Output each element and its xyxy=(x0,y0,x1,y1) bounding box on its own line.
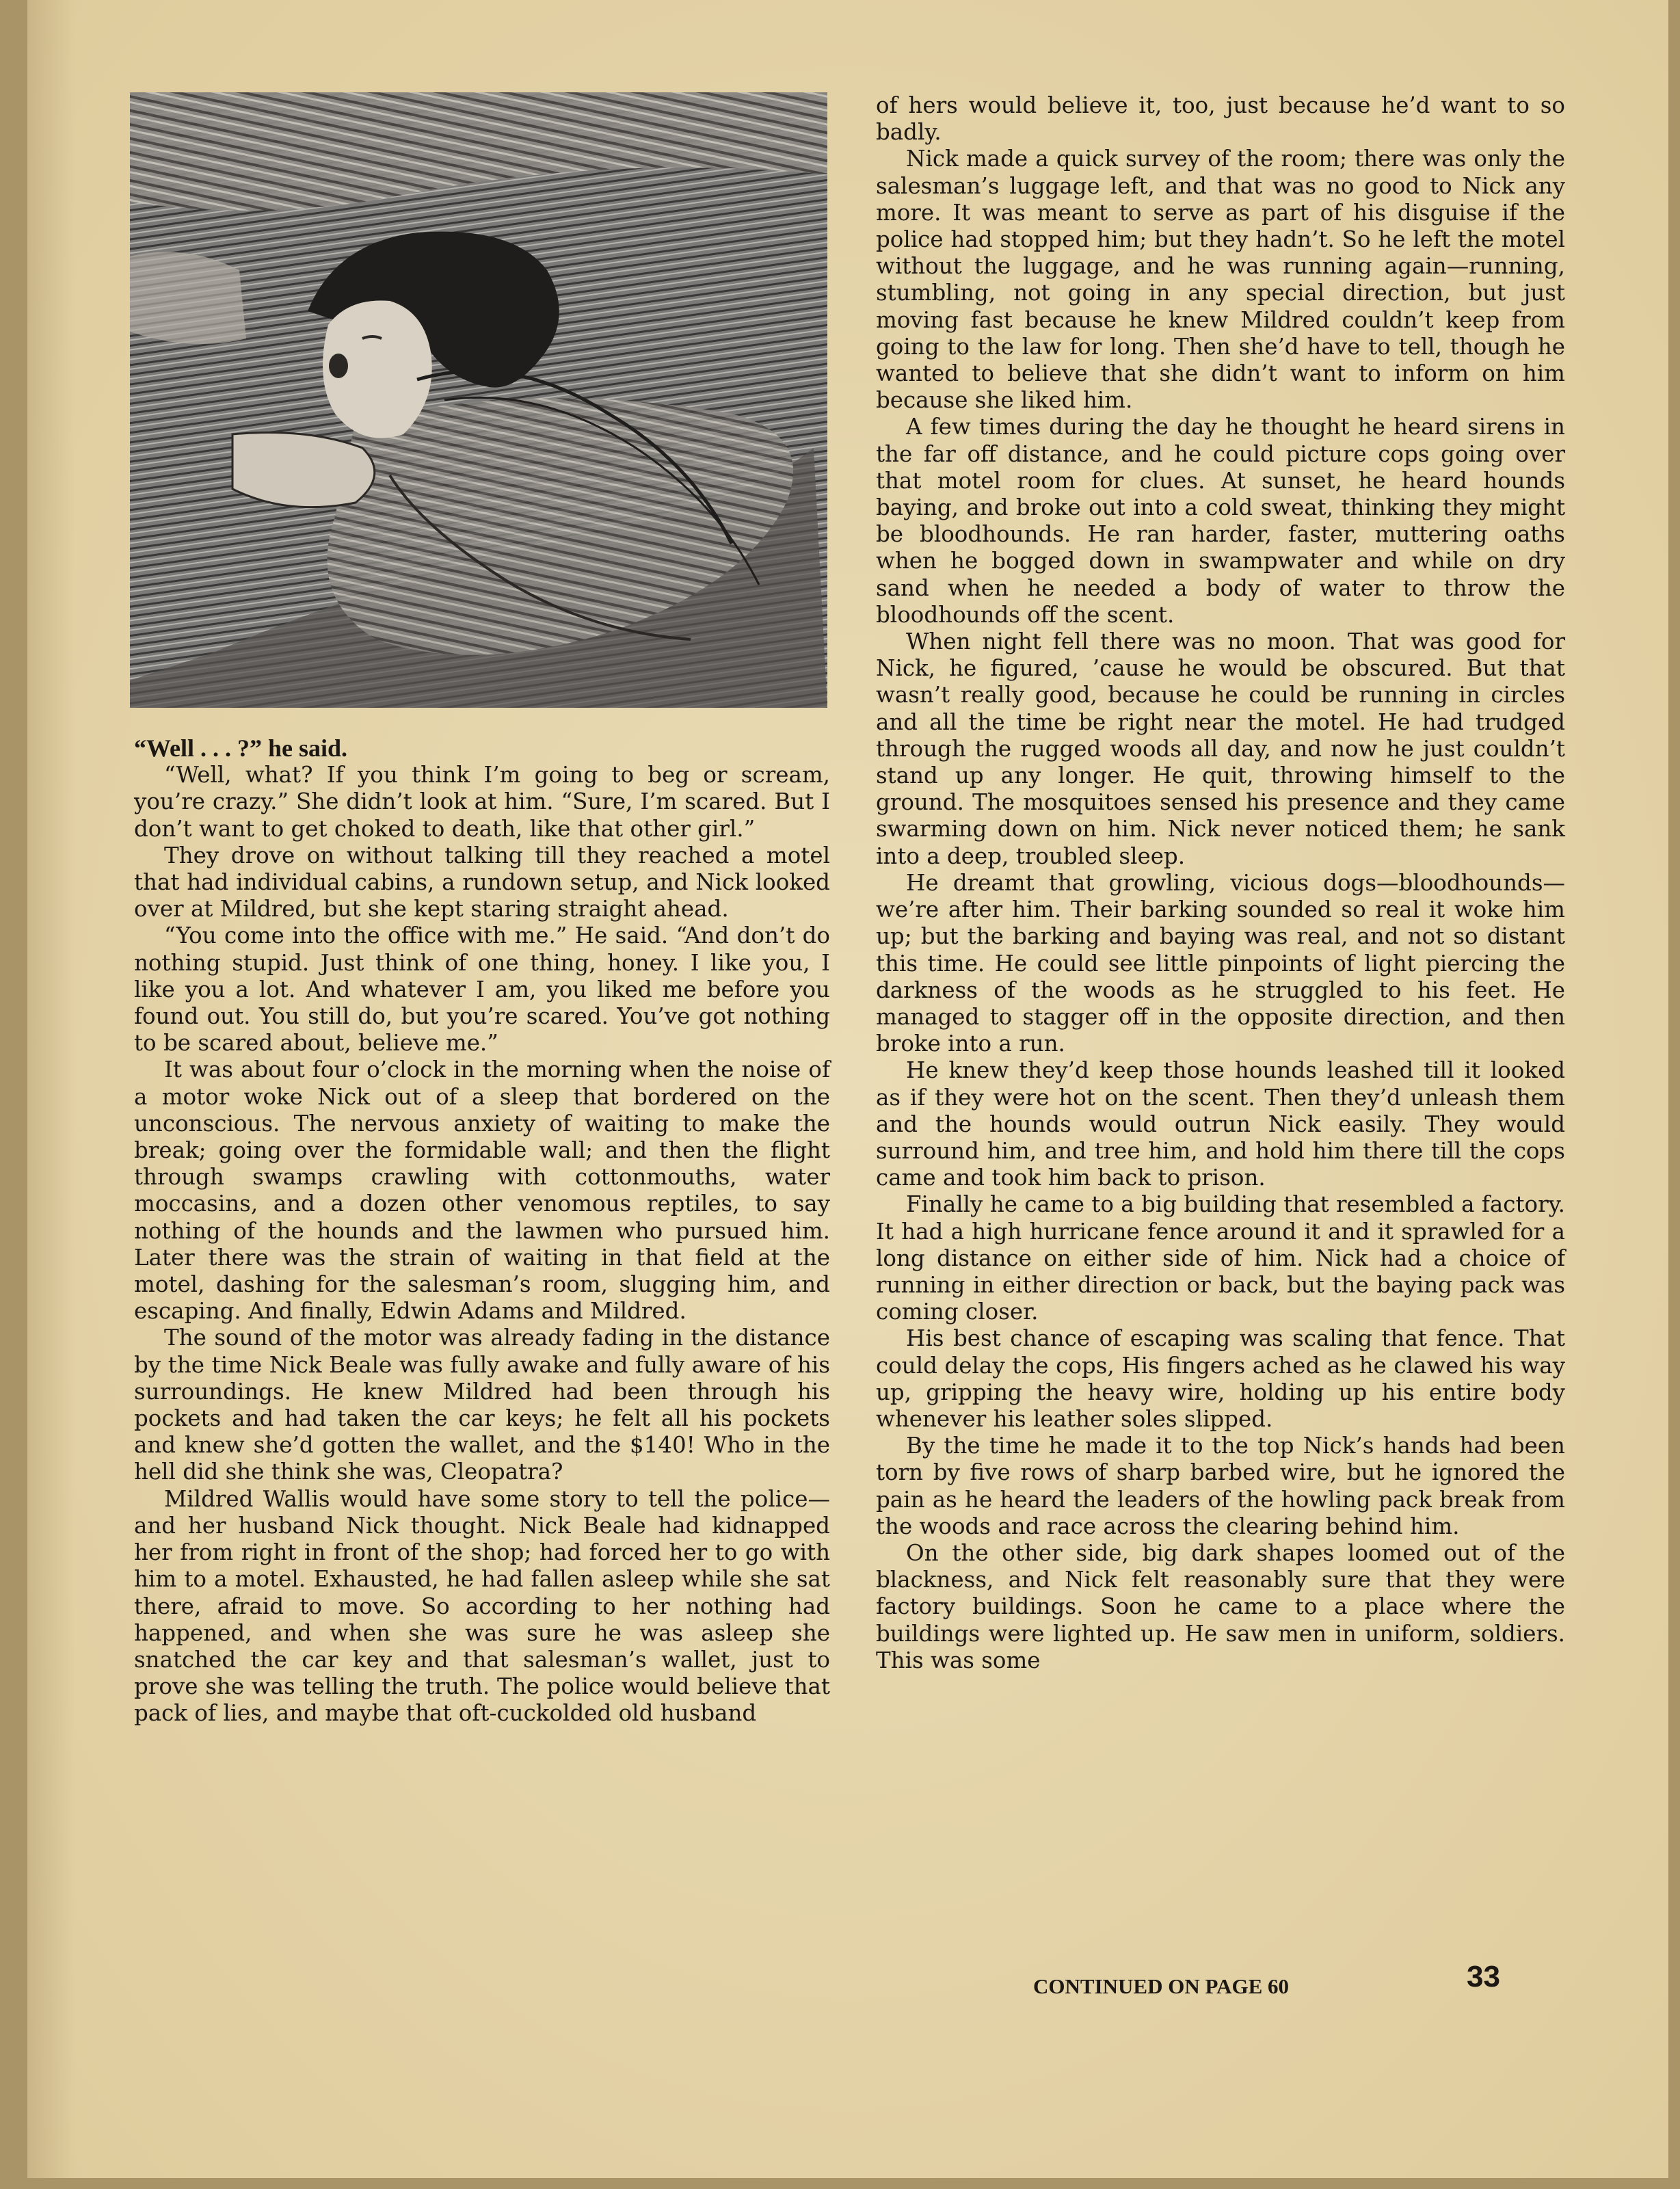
paragraph: He dreamt that growling, vicious dogs—bloodhounds—we’re after him. Their barking sounded so real it woke him up; but the barking and baying was real, and not so distant this time. He could see little pinpoints of light piercing the darkness of the woods as he struggled to his feet. He managed to stagger off in the opposite direction, and then broke into a run. xyxy=(876,869,1565,1057)
paragraph: Finally he came to a big building that resembled a factory. It had a high hurricane fence around it and it sprawled for a long distance on either side of him. Nick had a choice of running in either direction or back, but the baying pack was coming closer. xyxy=(876,1191,1565,1325)
story-illustration xyxy=(130,92,868,715)
page-number: 33 xyxy=(1467,1960,1500,1993)
paragraph: When night fell there was no moon. That was good for Nick, he figured, ’cause he would be obscured. But that wasn’t really good, because he could be running in circles and all the time be right near the motel. He had trudged through the rugged woods all day, and now he just couldn’t stand up any longer. He quit, throwing himself to the ground. The mosquitoes sensed his presence and they came swarming down on him. Nick never noticed them; he sank into a deep, troubled sleep. xyxy=(876,628,1565,869)
paragraph: “Well, what? If you think I’m going to beg or scream, you’re crazy.” She didn’t look at him. “Sure, I’m scared. But I don’t want to get choked to death, like that other girl.” xyxy=(134,762,830,842)
paragraph: He knew they’d keep those hounds leashed till it looked as if they were hot on the scent. Then they’d unleash them and the hounds would outrun Nick easily. They would surround him, and tree him, and hold him there till the cops came and took him back to prison. xyxy=(876,1057,1565,1191)
paragraph: They drove on without talking till they reached a motel that had individual cabins, a rundown setup, and Nick looked over at Mildred, but she kept staring straight ahead. xyxy=(134,842,830,923)
paragraph: “You come into the office with me.” He said. “And don’t do nothing stupid. Just think of one thing, honey. I like you, I like you a lot. And whatever I am, you liked me before you found out. You still do, but you’re scared. You’ve got nothing to be scared about, believe me.” xyxy=(134,923,830,1057)
paragraph: Nick made a quick survey of the room; there was only the salesman’s luggage left, and that was no good to Nick any more. It was meant to serve as part of his disguise if the police had stopped him; but they hadn’t. So he left the motel without the luggage, and he was running again—running, stumbling, not going in any special direction, but just moving fast because he knew Mildred couldn’t keep from going to the law for long. Then she’d have to tell, though he wanted to believe that she didn’t want to inform on him because she liked him. xyxy=(876,146,1565,414)
paragraph: On the other side, big dark shapes loomed out of the blackness, and Nick felt reasonably sure that they were factory buildings. Soon he came to a place where the buildings were lighted up. He saw men in uniform, soldiers. This was some xyxy=(876,1539,1565,1673)
paragraph: His best chance of escaping was scaling that fence. That could delay the cops, His fingers ached as he clawed his way up, gripping the heavy wire, holding up his entire body whenever his leather soles slipped. xyxy=(876,1325,1565,1432)
right-text-column xyxy=(876,92,1565,1674)
paragraph: It was about four o’clock in the morning when the noise of a motor woke Nick out of a sleep that bordered on the unconscious. The nervous anxiety of waiting to make the break; going over the formidable wall; and then the flight through swamps crawling with cottonmouths, water moccasins, and a dozen other venomous reptiles, to say nothing of the hounds and the lawmen who pursued him. Later there was the strain of waiting in that field at the motel, dashing for the salesman’s room, slugging him, and escaping. And finally, Edwin Adams and Mildred. xyxy=(134,1057,830,1325)
magazine-page xyxy=(27,0,1668,2178)
paragraph: “Well . . . ?” he said. xyxy=(134,734,348,762)
paragraph: By the time he made it to the top Nick’s hands had been torn by five rows of sharp barbed wire, but he ignored the pain as he heard the leaders of the howling pack break from the woods and race across the clearing behind him. xyxy=(876,1433,1565,1539)
left-text-column xyxy=(134,735,830,1727)
continued-notice: CONTINUED ON PAGE 60 xyxy=(1033,1974,1290,1998)
paragraph: A few times during the day he thought he heard sirens in the far off distance, and he could picture cops going over that motel room for clues. At sunset, he heard hounds baying, and broke out into a cold sweat, thinking they might be bloodhounds. He ran harder, faster, muttering oaths when he bogged down in swampwater and while on dry sand when he needed a body of water to throw the bloodhounds off the scent. xyxy=(876,414,1565,628)
paragraph: Mildred Wallis would have some story to tell the police—and her husband Nick thought. Nick Beale had kidnapped her from right in front of the shop; had forced her to go with him to a motel. Exhausted, he had fallen asleep while she sat there, afraid to move. So according to her nothing had happened, and when she was sure he was asleep she snatched the car key and that salesman’s wallet, just to prove she was telling the truth. The police would believe that pack of lies, and maybe that oft-cuckolded old husband xyxy=(134,1485,830,1727)
paragraph: of hers would believe it, too, just because he’d want to so badly. xyxy=(876,92,1565,146)
paragraph: The sound of the motor was already fading in the distance by the time Nick Beale was fully awake and fully aware of his surroundings. He knew Mildred had been through his pockets and had taken the car keys; he felt all his pockets and knew she’d gotten the wallet, and the $140! Who in the hell did she think she was, Cleopatra? xyxy=(134,1325,830,1485)
